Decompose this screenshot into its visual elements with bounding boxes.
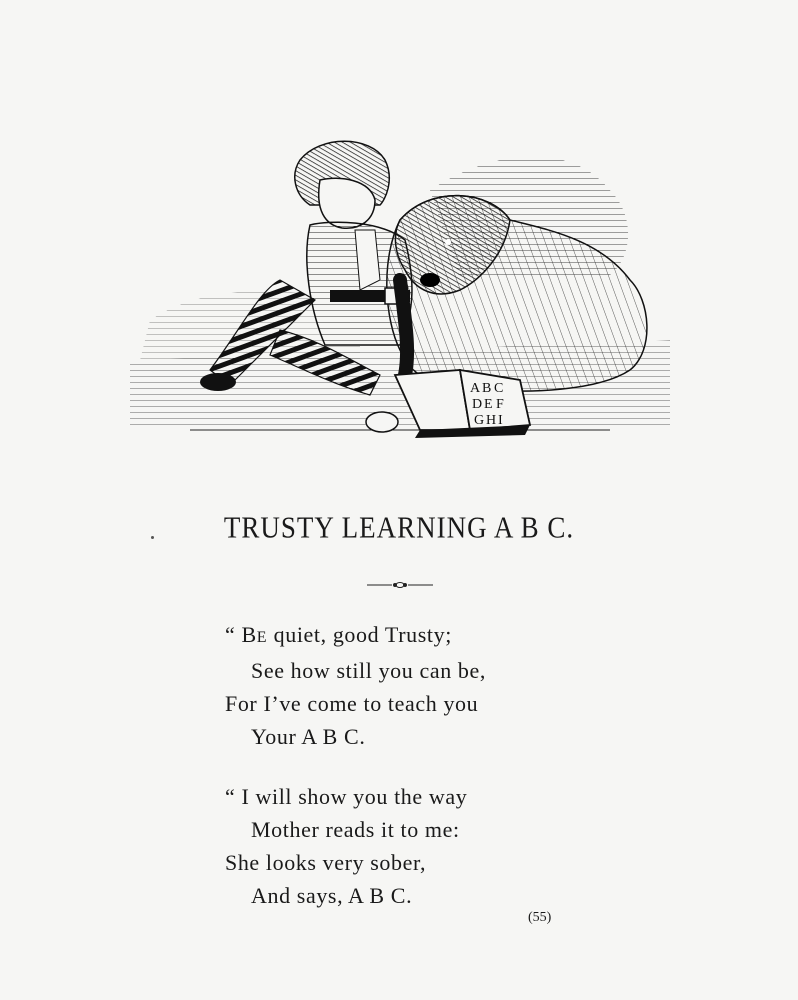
page-number: (55)	[528, 910, 552, 925]
poem-line: See how still you can be,	[251, 658, 486, 683]
book-letter: D	[472, 397, 483, 412]
poem	[225, 618, 645, 939]
poem-line: And says, A B C.	[251, 883, 413, 908]
book-letter: H	[486, 413, 497, 428]
poem-line: For I’ve come to teach you	[225, 691, 479, 716]
book-letter: A	[470, 381, 481, 396]
book-letter: B	[482, 381, 492, 396]
book-letter: E	[484, 397, 493, 412]
engraving-illustration	[130, 130, 670, 450]
poem-title: TRUSTY LEARNING A B C.	[223, 510, 575, 545]
poem-stanza-2	[225, 780, 645, 912]
paper-speck	[151, 536, 154, 539]
poem-line: “ BE quiet, good Trusty;	[225, 622, 452, 647]
poem-stanza-1	[225, 618, 645, 753]
poem-line: “ I will show you the way	[225, 784, 468, 809]
book-letter: G	[474, 413, 485, 428]
decorative-rule	[367, 578, 433, 592]
book-letter: C	[494, 381, 504, 396]
poem-line: Your A B C.	[251, 724, 366, 749]
book-letter: F	[496, 397, 504, 412]
poem-line: She looks very sober,	[225, 850, 427, 875]
poem-line: Mother reads it to me:	[251, 817, 460, 842]
book-letter: I	[498, 413, 503, 428]
